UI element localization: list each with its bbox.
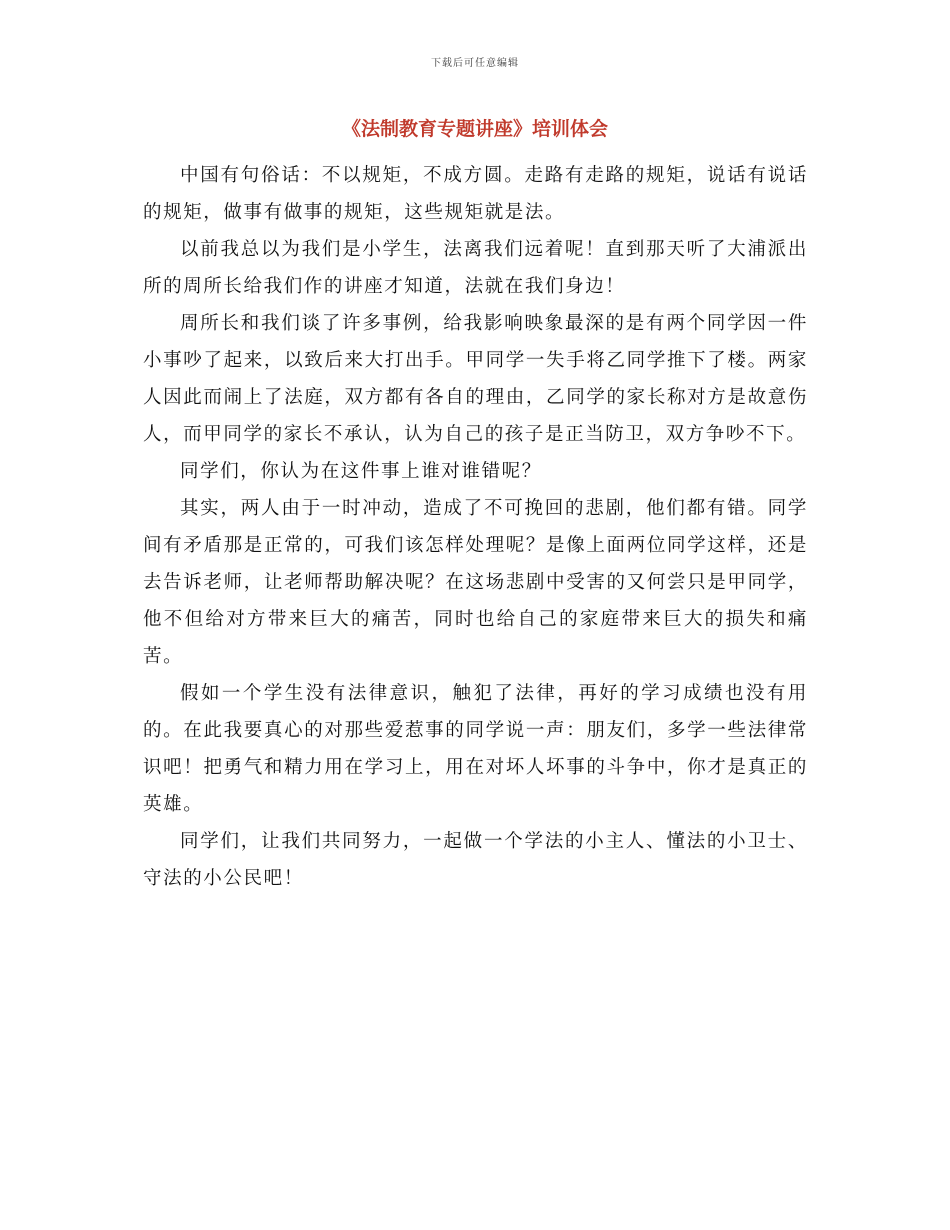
paragraph: 中国有句俗话：不以规矩，不成方圆。走路有走路的规矩，说话有说话的规矩，做事有做事的规矩，这些规矩就是法。: [143, 165, 808, 223]
paragraph: 以前我总以为我们是小学生，法离我们远着呢！直到那天听了大浦派出所的周所长给我们作的讲座才知道，法就在我们身边！: [143, 239, 808, 297]
document-body: [143, 157, 808, 897]
paragraph: 同学们，让我们共同努力，一起做一个学法的小主人、懂法的小卫士、守法的小公民吧！: [143, 831, 808, 889]
header-note: 下载后可任意编辑: [431, 58, 519, 69]
paragraph: 其实，两人由于一时冲动，造成了不可挽回的悲剧，他们都有错。同学间有矛盾那是正常的，可我们该怎样处理呢？是像上面两位同学这样，还是去告诉老师，让老师帮助解决呢？在这场悲剧中受害的又何尝只是甲同学，他不但给对方带来巨大的痛苦，同时也给自己的家庭带来巨大的损失和痛苦。: [143, 498, 808, 667]
document-title: 《法制教育专题讲座》培训体会: [341, 118, 608, 140]
paragraph: 假如一个学生没有法律意识，触犯了法律，再好的学习成绩也没有用的。在此我要真心的对那些爱惹事的同学说一声：朋友们，多学一些法律常识吧！把勇气和精力用在学习上，用在对坏人坏事的斗争中，你才是真正的英雄。: [143, 683, 808, 815]
paragraph: 周所长和我们谈了许多事例，给我影响映象最深的是有两个同学因一件小事吵了起来，以致后来大打出手。甲同学一失手将乙同学推下了楼。两家人因此而闹上了法庭，双方都有各自的理由，乙同学的家长称对方是故意伤人，而甲同学的家长不承认，认为自己的孩子是正当防卫，双方争吵不下。: [143, 313, 808, 445]
paragraph: 同学们，你认为在这件事上谁对谁错呢？: [180, 461, 542, 482]
